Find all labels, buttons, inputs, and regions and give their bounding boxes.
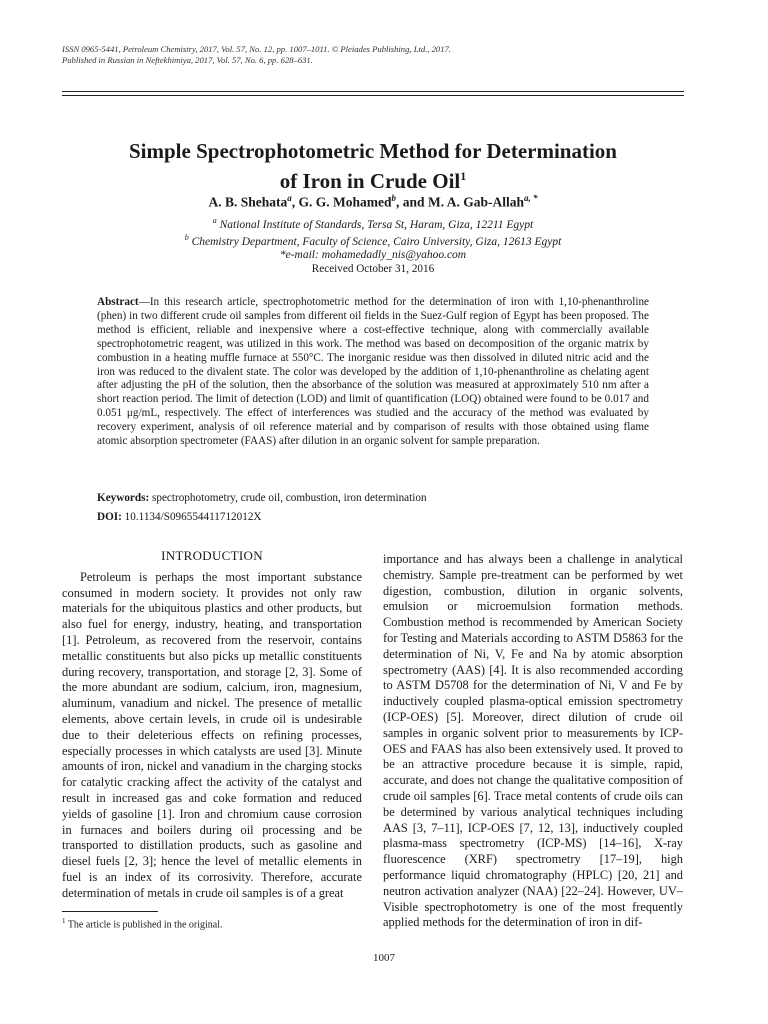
journal-header xyxy=(62,44,702,65)
keywords-label: Keywords: xyxy=(97,492,150,504)
header-line-2: Published in Russian in Neftekhimiya, 2017, Vol. 57, No. 6, pp. 628–631. xyxy=(62,54,313,65)
header-rule-thick xyxy=(62,91,684,92)
footnote-mark: 1 xyxy=(62,917,66,925)
footnote-rule xyxy=(62,911,158,912)
paragraph-right: importance and has always been a challenge in analytical chemistry. Sample pre-treatment can be performed by wet digestion, combustion, dilution in organic solvents, emulsion or microemulsion formation methods. Combustion method is recommended by American Society for Testing and Materials according to ASTM D5863 for the determination of Ni, V, Fe and Na by atomic absorption spectrometry (AAS) [4]. It is also recommended according to ASTM D5708 for the determination of Ni, V and Fe by inductively coupled plasma-optical emission spectrometry (ICP-OES) [5]. Moreover, direct dilution of crude oil samples in organic solvent prior to measurements by ICP-OES and FAAS has also been extensively used. It proved to be an attractive procedure because it is simple, rapid, accurate, and does not change the qualitative composition of crude oil samples [6]. Trace metal contents of crude oils can be determined by various analytical techniques including AAS [3, 7–11], ICP-OES [7, 12, 13], inductively coupled plasma-mass spectrometry (ICP-MS) [14–16], X-ray fluorescence (XRF) spectrometry [17–19], high performance liquid chromatography (HPLC) [20, 21] and neutron activation analyzer (NAA) [22–24]. However, UV–Visible spectrophotometry is one of the most frequently applied methods for the determination of iron in dif- xyxy=(383,552,683,930)
page-number: 1007 xyxy=(373,952,395,964)
author-1: A. B. Shehata xyxy=(208,194,288,210)
author-separator-1: , xyxy=(291,194,299,210)
author-2-affiliation-mark: b xyxy=(391,193,397,203)
footnote xyxy=(62,917,362,930)
title-line-2-text: of Iron in Crude Oil xyxy=(279,169,461,193)
header-rule-thin xyxy=(62,95,684,96)
affiliation-a-text: National Institute of Standards, Tersa St, Haram, Giza, 12211 Egypt xyxy=(216,218,534,231)
affiliation-a-mark: a xyxy=(212,216,217,225)
corresponding-email[interactable]: *e-mail: mohamedadly_nis@yahoo.com xyxy=(279,249,467,261)
author-3: M. A. Gab-Allah xyxy=(427,194,524,210)
author-separator-2: , and xyxy=(396,194,428,210)
abstract-label: Abstract xyxy=(97,296,139,308)
affiliation-b-text: Chemistry Department, Faculty of Science, Cairo University, Giza, 12613 Egypt xyxy=(188,235,562,248)
section-heading-introduction: INTRODUCTION xyxy=(161,548,263,563)
abstract xyxy=(97,296,649,449)
title-footnote-mark: 1 xyxy=(460,169,467,183)
author-1-affiliation-mark: a xyxy=(287,193,292,203)
doi-text[interactable]: 10.1134/S096554411712012X xyxy=(121,511,262,523)
body-column-left xyxy=(62,548,362,902)
article-title xyxy=(62,139,684,194)
doi xyxy=(97,511,657,523)
received-date: Received October 31, 2016 xyxy=(311,263,435,275)
doi-label: DOI: xyxy=(97,511,122,523)
header-line-1: ISSN 0965-5441, Petroleum Chemistry, 2017, Vol. 57, No. 12, pp. 1007–1011. © Pleiades Publishing, Ltd., 2017. xyxy=(62,44,451,54)
keywords xyxy=(97,492,657,504)
author-list xyxy=(62,193,684,211)
abstract-text: —In this research article, spectrophotometric method for the determination of iron with 1,10-phenanthroline (phen) in two different crude oil samples from different oil fields in the Suez-Gulf region of Egypt has been proposed. The method is efficient, reliable and inexpensive where a cost-effective technique, along with commercially available spectrophotometric reagent, was utilized in this work. The method was based on decomposition of the organic matrix by combustion in a heating muffle furnace at 550°C. The inorganic residue was then dissolved in diluted nitric acid and the iron was reduced to the divalent state. The color was developed by the addition of 1,10-phenanthroline as chelating agent after adjusting the pH of the solution, then the absorbance of the solution was measured at approximately 510 nm after a short reaction period. The limit of detection (LOD) and limit of quantification (LOQ) obtained were found to be 0.017 and 0.051 μg/mL, respectively. The effect of interferences was studied and the accuracy of the method was evaluated by recovery experiment, analysis of oil reference material and by comparison of results with those obtained using flame atomic absorption spectrometer (FAAS) after dilution in an organic solvent for sample preparation. xyxy=(97,296,649,448)
title-line-1: Simple Spectrophotometric Method for Determination xyxy=(129,139,617,163)
affiliation-b-mark: b xyxy=(184,233,189,242)
author-2: G. G. Mohamed xyxy=(298,194,392,210)
body-column-right xyxy=(383,552,683,931)
author-3-affiliation-mark: a, * xyxy=(523,193,538,203)
paragraph-left: Petroleum is perhaps the most important substance consumed in modern society. It provides not only raw materials for the ubiquitous plastics and other products, but also fuel for energy, industry, heating, and transportation [1]. Petroleum, as recovered from the reservoir, contains metallic constituents but also picks up metallic constituents during recovery, transportation, and storage [2, 3]. Some of the more abundant are sodium, calcium, iron, magnesium, aluminum, vanadium and nickel. The presence of metallic elements, above certain levels, in crude oil is undesirable due to their deleterious effects on refining processes, especially processes in which catalysts are used [3]. Minute amounts of iron, nickel and vanadium in the charging stocks for catalytic cracking affect the activity of the catalyst and result in increased gas and coke formation and reduced yields of gasoline [1]. Iron and chromium cause corrosion in furnaces and boilers during oil processing and be transported to distillation products, such as gasoline and diesel fuels [2, 3]; hence the level of metallic elements in fuel is an index of its corrosivity. Therefore, accurate determination of metals in crude oil samples is of a great xyxy=(62,569,362,900)
footnote-text: The article is published in the original. xyxy=(65,919,223,931)
title-line-2 xyxy=(62,164,684,194)
keywords-text: spectrophotometry, crude oil, combustion, iron determination xyxy=(149,492,427,504)
